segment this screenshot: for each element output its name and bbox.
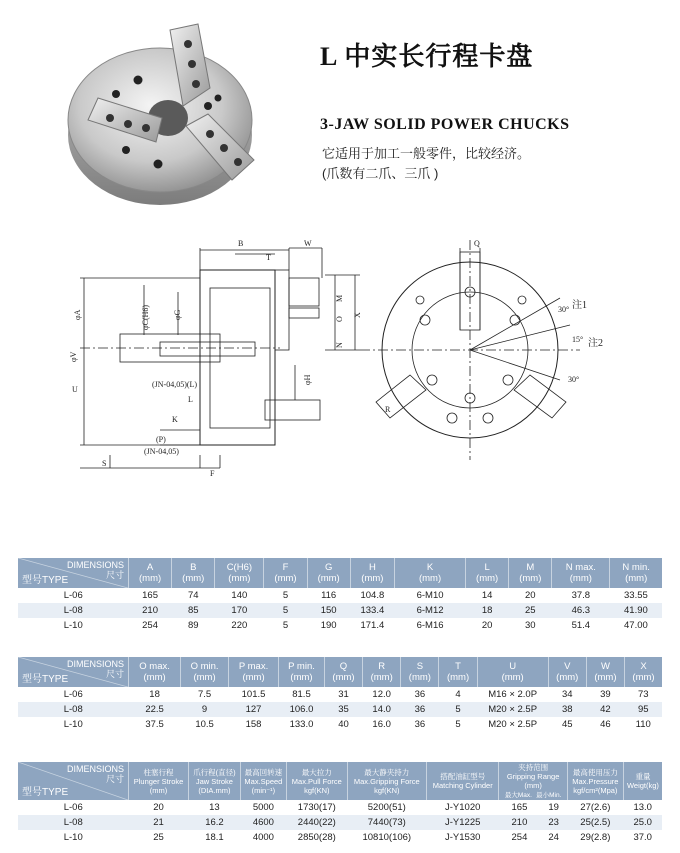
- value-cell: 35: [324, 702, 362, 717]
- value-cell: 73: [625, 687, 662, 702]
- col-header: 柱塞行程 Plunger Stroke (mm): [129, 762, 189, 800]
- value-cell: 13.0: [623, 800, 662, 815]
- label-angle-3: 30°: [568, 375, 580, 384]
- value-cell: 27(2.6): [567, 800, 623, 815]
- value-cell: 45: [548, 717, 586, 732]
- description-line-2: (爪数有二爪、三爪 ): [322, 166, 439, 181]
- value-cell: 7440(73): [347, 815, 426, 830]
- col-header: C(H6) (mm): [215, 558, 264, 588]
- value-cell: 18: [466, 603, 509, 618]
- value-cell: 85: [172, 603, 215, 618]
- value-cell: 25(2.5): [567, 815, 623, 830]
- col-header: W (mm): [586, 657, 624, 687]
- value-cell: 133.0: [279, 717, 325, 732]
- header-dimensions-en: DIMENSIONS: [66, 764, 124, 774]
- table-row: [18, 717, 662, 732]
- value-cell: 5: [264, 603, 307, 618]
- header-dimensions-cn: 尺寸: [105, 669, 124, 679]
- table-body: [18, 687, 662, 732]
- value-cell: 127: [228, 702, 278, 717]
- value-cell: M20 × 2.5P: [477, 717, 548, 732]
- value-cell: 22.5: [129, 702, 181, 717]
- label-phi-a: φA: [73, 309, 82, 320]
- label-phi-g: φG: [173, 309, 182, 320]
- value-cell: 20: [466, 618, 509, 633]
- type-cell: L-08: [18, 702, 129, 717]
- col-header: L (mm): [466, 558, 509, 588]
- col-header: H (mm): [350, 558, 394, 588]
- label-angle-1: 30°: [558, 305, 570, 314]
- value-cell: 190: [307, 618, 350, 633]
- type-cell: L-10: [18, 618, 129, 633]
- value-cell: 210: [129, 603, 172, 618]
- value-cell: 5: [439, 717, 477, 732]
- value-cell: 21: [129, 815, 189, 830]
- label-f: F: [210, 469, 215, 478]
- dimensions-table-1: [18, 558, 662, 633]
- label-k: K: [172, 415, 178, 424]
- value-cell: 2440(22): [287, 815, 348, 830]
- col-header: N min. (mm): [610, 558, 662, 588]
- label-m: M: [335, 294, 344, 302]
- value-cell: 19: [540, 800, 567, 815]
- value-cell: 106.0: [279, 702, 325, 717]
- value-cell: 6-M12: [395, 603, 466, 618]
- value-cell: 4000: [240, 830, 286, 845]
- value-cell: 9: [181, 702, 229, 717]
- value-cell: 171.4: [350, 618, 394, 633]
- value-cell: 140: [215, 588, 264, 603]
- value-cell: 133.4: [350, 603, 394, 618]
- col-header: F (mm): [264, 558, 307, 588]
- label-jn-1: (JN-04,05): [144, 447, 179, 456]
- value-cell: 23: [540, 815, 567, 830]
- page-title: L 中实长行程卡盘: [320, 42, 534, 71]
- type-cell: L-06: [18, 687, 129, 702]
- value-cell: 6-M10: [395, 588, 466, 603]
- value-cell: 25.0: [623, 815, 662, 830]
- value-cell: 20: [129, 800, 189, 815]
- col-header: O max. (mm): [129, 657, 181, 687]
- value-cell: 16.2: [189, 815, 241, 830]
- value-cell: 36: [401, 702, 439, 717]
- value-cell: 5: [439, 702, 477, 717]
- table-row: [18, 830, 662, 845]
- value-cell: 33.55: [610, 588, 662, 603]
- col-header: 重量 Weigt(kg): [623, 762, 662, 800]
- value-cell: 16.0: [363, 717, 401, 732]
- col-header: 最大静夹持力 Max.Gripping Force kgf(KN): [347, 762, 426, 800]
- value-cell: 81.5: [279, 687, 325, 702]
- value-cell: J-Y1530: [426, 830, 498, 845]
- value-cell: 170: [215, 603, 264, 618]
- value-cell: 29(2.8): [567, 830, 623, 845]
- header-dimensions-en: DIMENSIONS: [66, 659, 124, 669]
- col-header: B (mm): [172, 558, 215, 588]
- value-cell: 36: [401, 717, 439, 732]
- value-cell: 39: [586, 687, 624, 702]
- value-cell: 20: [509, 588, 552, 603]
- col-header: Q (mm): [324, 657, 362, 687]
- type-cell: L-08: [18, 815, 129, 830]
- label-phi-v: φV: [69, 351, 78, 362]
- value-cell: M16 × 2.0P: [477, 687, 548, 702]
- value-cell: 254: [499, 830, 540, 845]
- value-cell: 40: [324, 717, 362, 732]
- label-w: W: [304, 239, 312, 248]
- col-header: 搭配油缸型号 Matching Cylinder: [426, 762, 498, 800]
- value-cell: M20 × 2.5P: [477, 702, 548, 717]
- col-header: R (mm): [363, 657, 401, 687]
- value-cell: 220: [215, 618, 264, 633]
- label-t: T: [266, 253, 271, 262]
- value-cell: 12.0: [363, 687, 401, 702]
- technical-drawing: [60, 230, 620, 480]
- label-u: U: [72, 385, 78, 394]
- label-q: Q: [474, 239, 480, 248]
- col-header: 最高回转速 Max.Speed (min⁻¹): [240, 762, 286, 800]
- header-type: 型号TYPE: [22, 575, 69, 586]
- table-row: [18, 815, 662, 830]
- col-header: N max. (mm): [552, 558, 610, 588]
- value-cell: 47.00: [610, 618, 662, 633]
- label-x: X: [353, 312, 362, 318]
- col-header-gripping-range: 夹持范围 Gripping Range (mm) 最大Max. 最小Min.: [499, 762, 567, 800]
- specifications-table: [18, 762, 662, 845]
- table-row: [18, 588, 662, 603]
- value-cell: 10.5: [181, 717, 229, 732]
- header-corner: [18, 657, 129, 687]
- label-p: (P): [156, 435, 166, 444]
- label-l: L: [188, 395, 193, 404]
- col-header: 爪行程(直径) Jaw Stroke (DIA.mm): [189, 762, 241, 800]
- table-body: [18, 588, 662, 633]
- value-cell: 18: [129, 687, 181, 702]
- col-header: S (mm): [401, 657, 439, 687]
- type-cell: L-08: [18, 603, 129, 618]
- label-r: R: [385, 405, 391, 414]
- label-angle-2: 15°: [572, 335, 584, 344]
- value-cell: 13: [189, 800, 241, 815]
- label-note-2: 注2: [588, 338, 603, 349]
- value-cell: 25: [509, 603, 552, 618]
- value-cell: 34: [548, 687, 586, 702]
- value-cell: 150: [307, 603, 350, 618]
- type-cell: L-06: [18, 800, 129, 815]
- label-phi-c: φC(H6): [141, 304, 150, 330]
- value-cell: 5000: [240, 800, 286, 815]
- label-n: N: [335, 342, 344, 348]
- col-header: A (mm): [129, 558, 172, 588]
- header-corner: [18, 558, 129, 588]
- col-header: V (mm): [548, 657, 586, 687]
- label-phi-h: φH: [303, 374, 312, 385]
- value-cell: 5: [264, 618, 307, 633]
- label-o: O: [335, 316, 344, 322]
- table-body: [18, 800, 662, 845]
- header-type: 型号TYPE: [22, 674, 69, 685]
- label-note-1: 注1: [572, 300, 587, 311]
- col-header: X (mm): [625, 657, 662, 687]
- col-header: P max. (mm): [228, 657, 278, 687]
- value-cell: 18.1: [189, 830, 241, 845]
- value-cell: J-Y1020: [426, 800, 498, 815]
- value-cell: 89: [172, 618, 215, 633]
- value-cell: 165: [129, 588, 172, 603]
- value-cell: 1730(17): [287, 800, 348, 815]
- table-row: [18, 618, 662, 633]
- value-cell: 6-M16: [395, 618, 466, 633]
- value-cell: 51.4: [552, 618, 610, 633]
- value-cell: 5200(51): [347, 800, 426, 815]
- value-cell: 2850(28): [287, 830, 348, 845]
- table-row: [18, 687, 662, 702]
- value-cell: 74: [172, 588, 215, 603]
- value-cell: 30: [509, 618, 552, 633]
- col-header: M (mm): [509, 558, 552, 588]
- value-cell: 25: [129, 830, 189, 845]
- value-cell: 46.3: [552, 603, 610, 618]
- col-header: 最高使用压力 Max.Pressure kgf/cm²(Mpa): [567, 762, 623, 800]
- label-jn-2: (JN-04,05)(L): [152, 380, 198, 389]
- value-cell: 95: [625, 702, 662, 717]
- header-dimensions-en: DIMENSIONS: [66, 560, 124, 570]
- col-header: 最大拉力 Max.Pull Force kgf(KN): [287, 762, 348, 800]
- value-cell: 42: [586, 702, 624, 717]
- value-cell: 37.8: [552, 588, 610, 603]
- type-cell: L-06: [18, 588, 129, 603]
- col-header: T (mm): [439, 657, 477, 687]
- chuck-photo: [58, 10, 258, 215]
- value-cell: 7.5: [181, 687, 229, 702]
- value-cell: 36: [401, 687, 439, 702]
- header-dimensions-cn: 尺寸: [105, 774, 124, 784]
- value-cell: 37.5: [129, 717, 181, 732]
- value-cell: 14.0: [363, 702, 401, 717]
- product-subtitle: 3-JAW SOLID POWER CHUCKS: [320, 116, 570, 133]
- type-cell: L-10: [18, 717, 129, 732]
- value-cell: 158: [228, 717, 278, 732]
- value-cell: 10810(106): [347, 830, 426, 845]
- value-cell: 41.90: [610, 603, 662, 618]
- header-dimensions-cn: 尺寸: [105, 570, 124, 580]
- col-header: G (mm): [307, 558, 350, 588]
- value-cell: 14: [466, 588, 509, 603]
- value-cell: 101.5: [228, 687, 278, 702]
- dimensions-table-2: [18, 657, 662, 732]
- description-line-1: 它适用于加工一般零件，比较经济。: [322, 146, 531, 161]
- header-type: 型号TYPE: [22, 787, 69, 798]
- col-header: U (mm): [477, 657, 548, 687]
- col-header: K (mm): [395, 558, 466, 588]
- value-cell: 165: [499, 800, 540, 815]
- value-cell: 5: [264, 588, 307, 603]
- header-corner: [18, 762, 129, 800]
- value-cell: 4600: [240, 815, 286, 830]
- value-cell: 4: [439, 687, 477, 702]
- value-cell: 38: [548, 702, 586, 717]
- label-s: S: [102, 459, 107, 468]
- label-b: B: [238, 239, 244, 248]
- table-row: [18, 603, 662, 618]
- value-cell: 24: [540, 830, 567, 845]
- value-cell: 46: [586, 717, 624, 732]
- value-cell: 210: [499, 815, 540, 830]
- value-cell: J-Y1225: [426, 815, 498, 830]
- value-cell: 104.8: [350, 588, 394, 603]
- col-header: O min. (mm): [181, 657, 229, 687]
- col-header: P min. (mm): [279, 657, 325, 687]
- value-cell: 110: [625, 717, 662, 732]
- value-cell: 254: [129, 618, 172, 633]
- value-cell: 116: [307, 588, 350, 603]
- type-cell: L-10: [18, 830, 129, 845]
- value-cell: 31: [324, 687, 362, 702]
- table-row: [18, 800, 662, 815]
- table-row: [18, 702, 662, 717]
- value-cell: 37.0: [623, 830, 662, 845]
